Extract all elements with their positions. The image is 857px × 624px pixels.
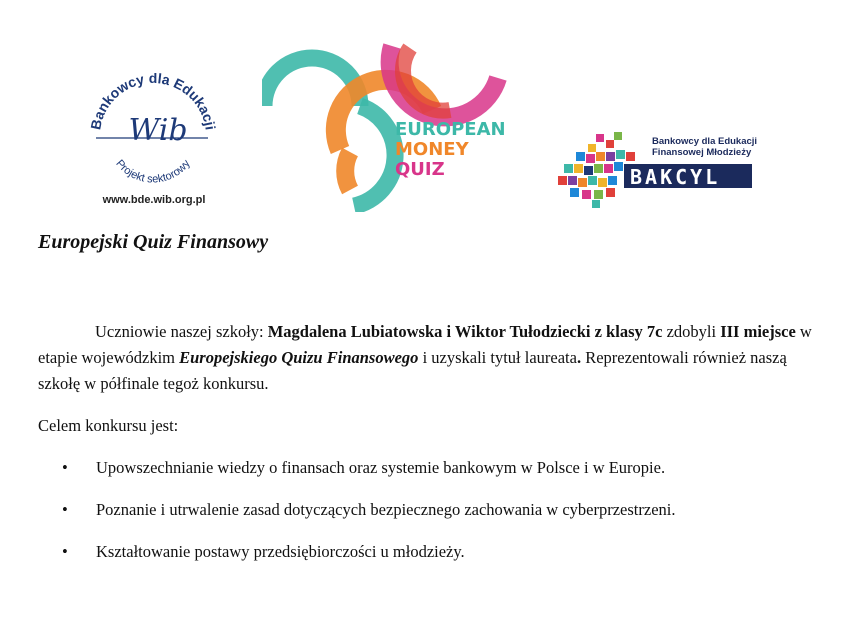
place-result: III miejsce	[720, 322, 796, 341]
list-item	[38, 539, 818, 565]
intro-text-2: zdobyli	[662, 322, 721, 341]
intro-text-1: Uczniowie naszej szkoły:	[95, 322, 268, 341]
bde-monogram: Wib	[128, 113, 188, 148]
european-money-quiz-logo	[262, 40, 512, 212]
emq-line-3: QUIZ	[395, 159, 445, 180]
intro-text-4: i uzyskali tytuł laureata	[418, 348, 577, 367]
goals-list	[38, 455, 818, 581]
emq-line-2: MONEY	[395, 139, 469, 160]
goal-text: Poznanie i utrwalenie zasad dotyczących bezpiecznego zachowania w cyberprzestrzeni.	[96, 500, 676, 519]
emq-line-1: EUROPEAN	[395, 119, 506, 140]
bakcyl-tagline-1: Bankowcy dla Edukacji	[652, 136, 758, 147]
bde-arc-top: Bankowcy dla Edukacji	[87, 70, 219, 131]
bakcyl-pixel-mosaic	[558, 132, 635, 208]
bakcyl-name: BAKCYL	[630, 165, 721, 189]
intro-text-5: Reprezentowali również naszą szkołę w półfinale tegoż konkursu.	[38, 348, 787, 393]
bullet-icon: •	[62, 458, 68, 477]
intro-period: .	[576, 348, 582, 367]
goal-text: Kształtowanie postawy przedsiębiorczości u młodzieży.	[96, 542, 465, 561]
list-item	[38, 455, 818, 481]
page-title: Europejski Quiz Finansowy	[38, 231, 269, 253]
student-names: Magdalena Lubiatowska i Wiktor Tułodziecki z klasy 7c	[267, 322, 663, 341]
intro-text-3: w etapie wojewódzkim	[38, 322, 812, 367]
bakcyl-logo	[556, 130, 766, 212]
contest-name: Europejskiego Quizu Finansowego	[179, 348, 419, 367]
bde-arc-bottom: Projekt sektorowy	[113, 157, 193, 186]
bde-logo	[78, 48, 228, 208]
list-item	[38, 497, 818, 523]
bullet-icon: •	[62, 500, 68, 519]
bde-url: www.bde.wib.org.pl	[102, 194, 206, 206]
bakcyl-tagline-2: Finansowej Młodzieży	[652, 147, 752, 158]
intro-paragraph	[38, 319, 818, 397]
goals-lead: Celem konkursu jest:	[38, 416, 179, 435]
goal-text: Upowszechnianie wiedzy o finansach oraz systemie bankowym w Polsce i w Europie.	[96, 458, 666, 477]
logo-bar	[0, 0, 857, 220]
bullet-icon: •	[62, 542, 68, 561]
